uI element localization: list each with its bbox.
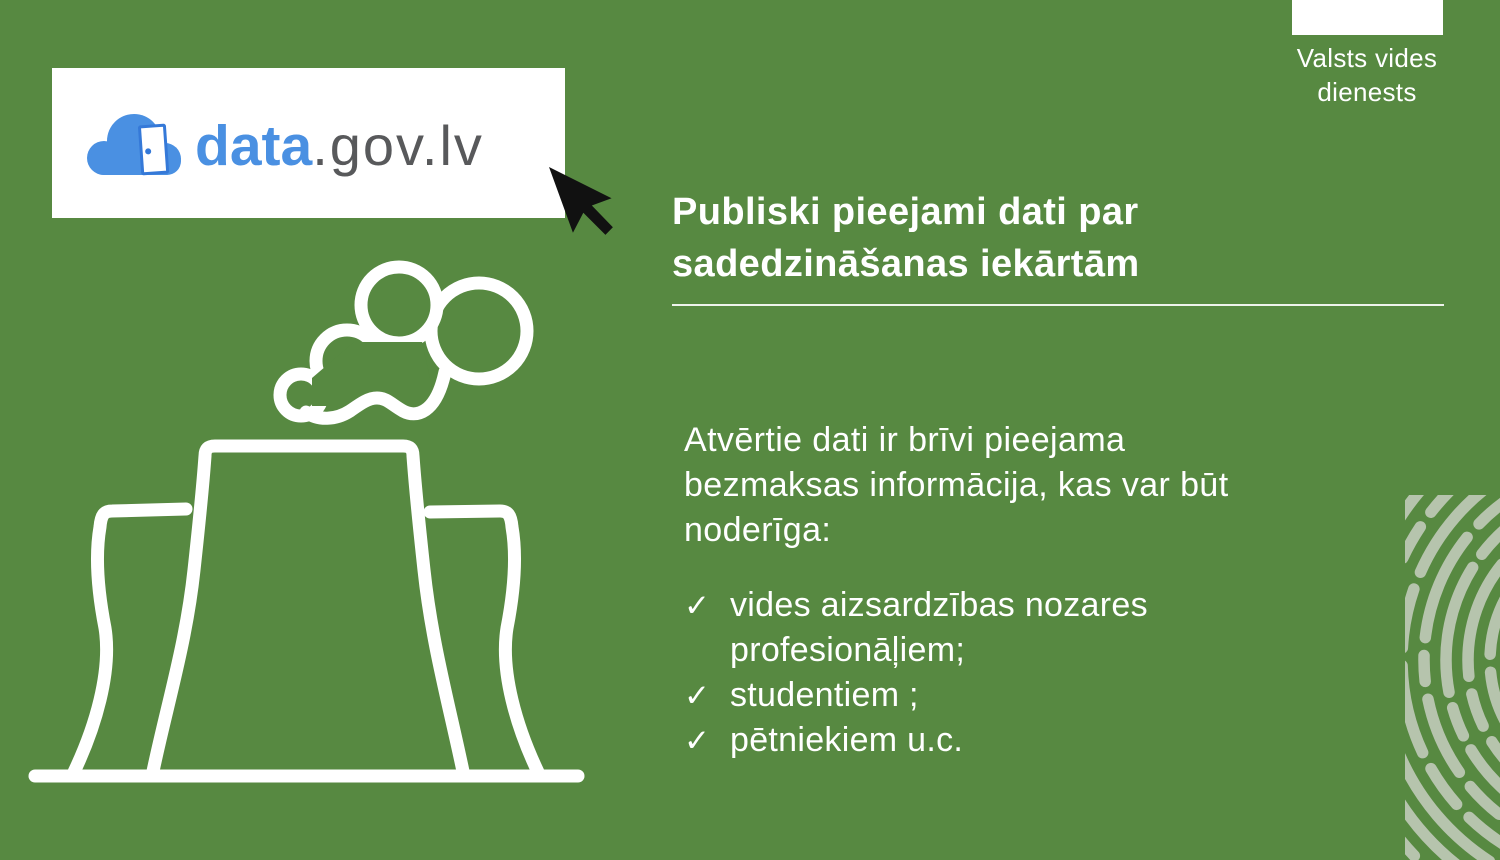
brand-wordmark-suffix: .gov.lv xyxy=(312,114,484,177)
power-plant-illustration xyxy=(35,267,578,776)
check-icon: ✓ xyxy=(684,723,711,758)
check-icon: ✓ xyxy=(684,588,711,623)
list-item xyxy=(684,583,1274,673)
intro-line1: Atvērtie dati ir brīvi pieejama xyxy=(684,421,1126,459)
slide-title-line2: sadedzināšanas iekārtām xyxy=(672,243,1140,285)
smoke-cloud-icon xyxy=(280,267,527,418)
slide-title-line1: Publiski pieejami dati par xyxy=(672,191,1139,233)
benefits-list xyxy=(684,583,1274,763)
door-glyph xyxy=(139,125,167,174)
brand-wordmark-data: data xyxy=(195,114,313,178)
intro-line2: bezmaksas informācija, kas var būt xyxy=(684,466,1229,504)
agency-logo-block xyxy=(1292,0,1443,35)
check-icon: ✓ xyxy=(684,678,711,713)
cloud-door-icon xyxy=(86,113,185,177)
list-item-text: pētniekiem u.c. xyxy=(730,721,964,759)
datagov-logo-card[interactable] xyxy=(52,68,565,218)
intro-paragraph xyxy=(684,418,1229,553)
cooling-tower-center xyxy=(152,446,464,776)
agency-name xyxy=(1267,41,1467,109)
agency-name-line2: dienests xyxy=(1317,77,1417,107)
cooling-tower-right xyxy=(430,511,538,772)
list-item-text: studentiem ; xyxy=(730,676,919,714)
cooling-tower-left xyxy=(74,509,186,772)
list-item xyxy=(684,718,1274,763)
brand-wordmark xyxy=(195,113,484,179)
list-item-text: vides aizsardzības nozares profesionāļiem; xyxy=(730,586,1148,669)
agency-name-line1: Valsts vides xyxy=(1296,43,1438,73)
slide-title xyxy=(672,186,1140,290)
fingerprint-pattern xyxy=(1405,495,1500,860)
intro-line3: noderīga: xyxy=(684,511,832,549)
list-item xyxy=(684,673,1274,718)
title-divider xyxy=(672,304,1444,306)
